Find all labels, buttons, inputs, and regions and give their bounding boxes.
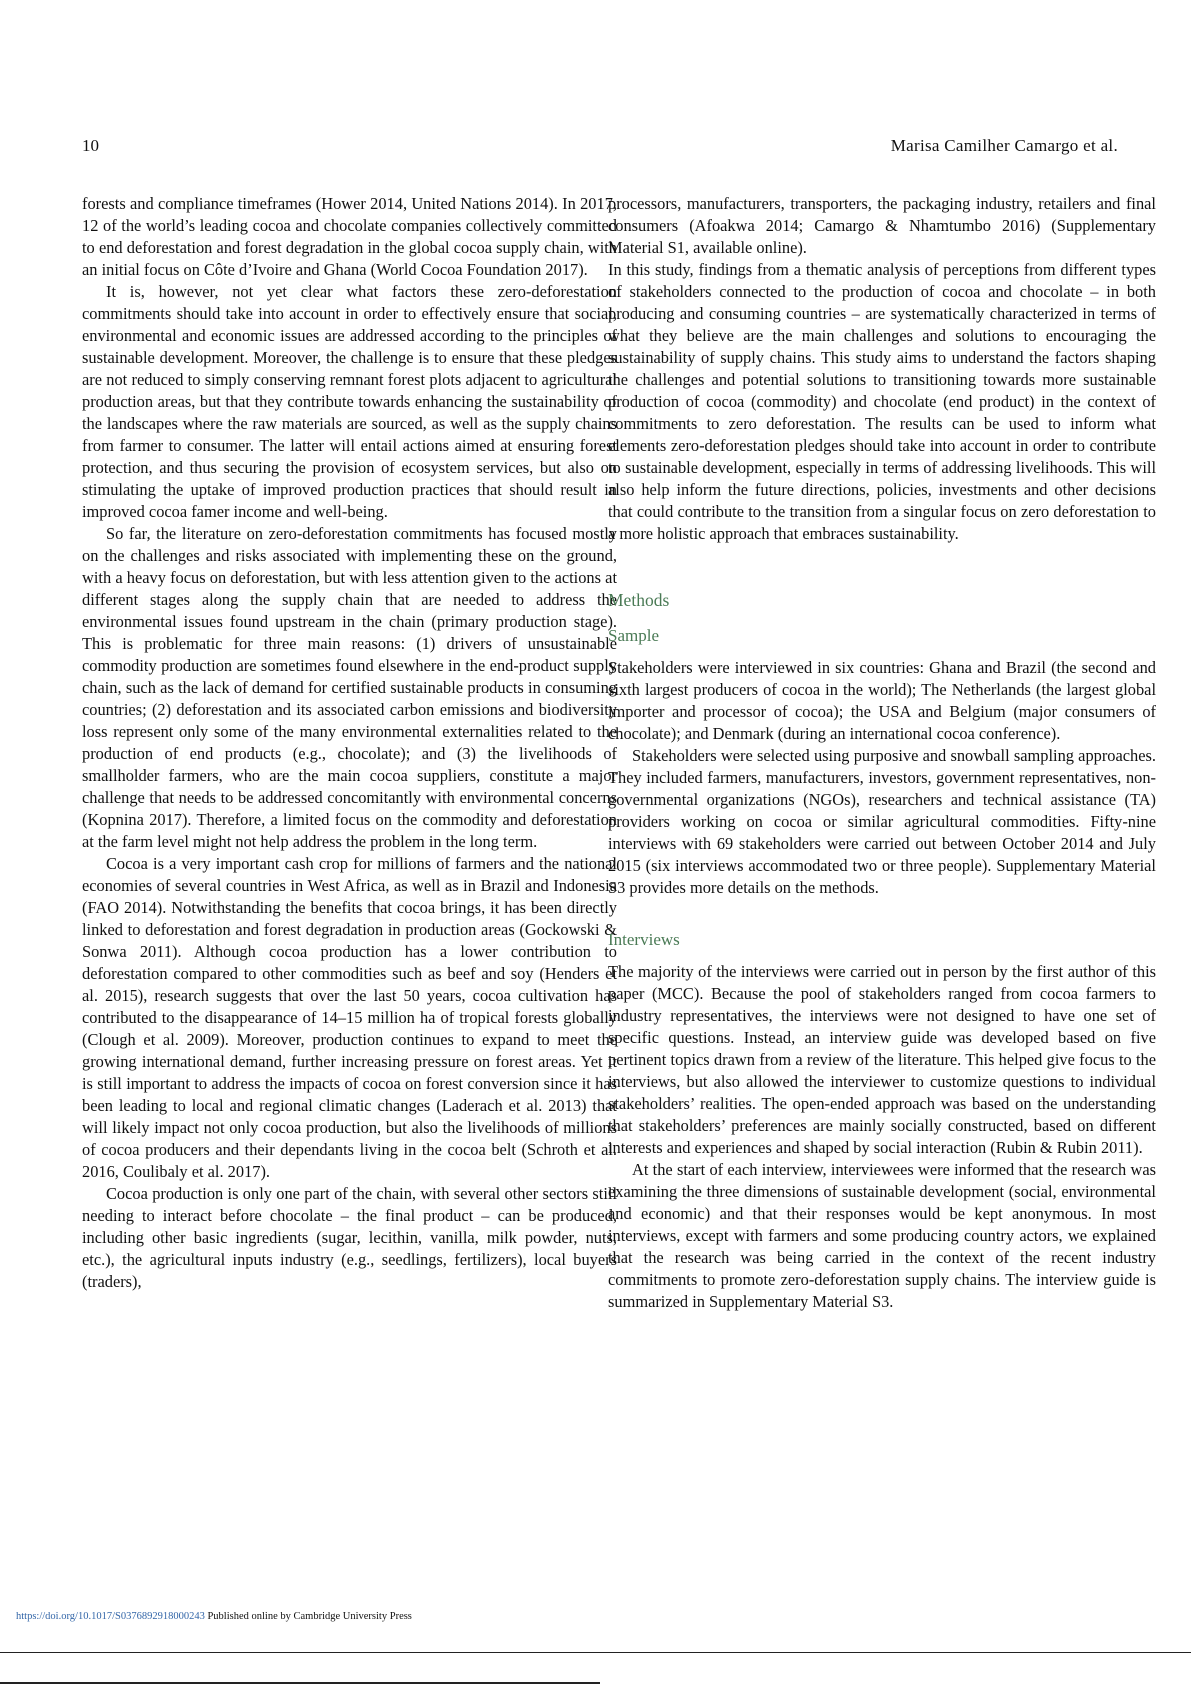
publisher-text: Published online by Cambridge University Press [204, 1611, 412, 1622]
body-paragraph: Stakeholders were selected using purposive and snowball sampling approaches. They included farmers, manufacturers, investors, government representatives, non-governmental organizations (NGOs), researchers and technical assistance (TA) providers working on cocoa or similar agricultural commodities. Fifty-nine interviews with 69 stakeholders were carried out between October 2014 and July 2015 (six interviews accommodated two or three people). Supplementary Material S3 provides more details on the methods. [608, 746, 1156, 897]
subsection-heading-interviews: Interviews [608, 930, 680, 949]
section-heading-methods: Methods [608, 590, 670, 610]
page-bottom-rule [0, 1682, 600, 1684]
body-paragraph: The majority of the interviews were carried out in person by the first author of this paper (MCC). Because the pool of stakeholders ranged from cocoa farmers to industry representatives, the interviews were not designed to have one set of specific questions. Instead, an interview guide was developed based on five pertinent topics drawn from a review of the literature. This helped give focus to the interviews, but also allowed the interviewer to customize questions to individual stakeholders’ realities. The open-ended approach was based on the understanding that stakeholders’ preferences are mainly socially constructed, based on different interests and experiences and shaped by social interaction (Rubin & Rubin 2011). [608, 962, 1156, 1157]
body-paragraph: At the start of each interview, interviewees were informed that the research was examining the three dimensions of sustainable development (social, environmental and economic) and that their responses would be kept anonymous. In most interviews, except with farmers and some producing country actors, we explained that the research was being carried in the context of the recent industry commitments to promote zero-deforestation supply chains. The interview guide is summarized in Supplementary Material S3. [608, 1160, 1156, 1311]
footer [16, 1611, 412, 1622]
page-number: 10 [82, 136, 99, 155]
body-paragraph: forests and compliance timeframes (Hower 2014, United Nations 2014). In 2017, 12 of the world’s leading cocoa and chocolate companies collectively committed to end deforestation and forest degradation in the global cocoa supply chain, with an initial focus on Côte d’Ivoire and Ghana (World Cocoa Foundation 2017). [82, 194, 617, 279]
right-column [608, 193, 1156, 1313]
body-paragraph: It is, however, not yet clear what factors these zero-deforestation commitments should take into account in order to effectively ensure that social, environmental and economic issues are addressed according to the principles of sustainable development. Moreover, the challenge is to ensure that these pledges are not reduced to simply conserving remnant forest plots adjacent to agricultural production areas, but that they contribute towards enhancing the sustainability of the landscapes where the raw materials are sourced, as well as the supply chains from farmer to consumer. The latter will entail actions aimed at ensuring forest protection, and thus securing the provision of ecosystem services, but also on stimulating the uptake of improved production practices that should result in improved cocoa famer income and well-being. [82, 282, 617, 521]
left-column [82, 193, 617, 1293]
body-paragraph: In this study, findings from a thematic analysis of perceptions from different types of stakeholders connected to the production of cocoa and chocolate – in both producing and consuming countries – are systematically characterized in terms of what they believe are the main challenges and solutions to encouraging the sustainability of supply chains. This study aims to understand the factors shaping the challenges and potential solutions to transitioning towards more sustainable production of cocoa (commodity) and chocolate (end product) in the context of commitments to zero deforestation. The results can be used to inform what elements zero-deforestation pledges should take into account in order to contribute to sustainable development, especially in terms of addressing livelihoods. This will also help inform the future directions, policies, investments and other decisions that could contribute to the transition from a singular focus on zero deforestation to a more holistic approach that embraces sustainability. [608, 260, 1156, 543]
body-paragraph: processors, manufacturers, transporters, the packaging industry, retailers and final consumers (Afoakwa 2014; Camargo & Nhamtumbo 2016) (Supplementary Material S1, available online). [608, 194, 1156, 257]
doi-link[interactable]: https://doi.org/10.1017/S0376892918000243 [16, 1611, 205, 1622]
body-paragraph: So far, the literature on zero-deforestation commitments has focused mostly on the challenges and risks associated with implementing these on the ground, with a heavy focus on deforestation, but with less attention given to the actions at different stages along the supply chain that are needed to address the environmental issues found upstream in the chain (primary production stage). This is problematic for three main reasons: (1) drivers of unsustainable commodity production are sometimes found elsewhere in the end-product supply chain, such as the lack of demand for certified sustainable products in consuming countries; (2) deforestation and its associated carbon emissions and biodiversity loss represent only some of the many environmental externalities related to the production of end products (e.g., chocolate); and (3) the livelihoods of smallholder farmers, who are the main cocoa suppliers, constitute a major challenge that needs to be addressed concomitantly with environmental concerns (Kopnina 2017). Therefore, a limited focus on the commodity and deforestation at the farm level might not help address the problem in the long term. [82, 524, 617, 851]
footer-rule [0, 1652, 1191, 1653]
body-paragraph: Cocoa is a very important cash crop for millions of farmers and the national economies of several countries in West Africa, as well as in Brazil and Indonesia (FAO 2014). Notwithstanding the benefits that cocoa brings, it has been directly linked to deforestation and forest degradation in production areas (Gockowski & Sonwa 2011). Although cocoa production has a lower contribution to deforestation compared to other commodities such as beef and soy (Henders et al. 2015), research suggests that over the last 50 years, cocoa cultivation has contributed to the disappearance of 14–15 million ha of tropical forests globally (Clough et al. 2009). Moreover, production continues to expand to meet the growing international demand, further increasing pressure on forest areas. Yet it is still important to address the impacts of cocoa on forest conversion since it has been leading to local and regional climatic changes (Laderach et al. 2013) that will likely impact not only cocoa production, but also the livelihoods of millions of cocoa producers and their dependants living in the cocoa belt (Schroth et al. 2016, Coulibaly et al. 2017). [82, 854, 617, 1181]
body-paragraph: Cocoa production is only one part of the chain, with several other sectors still needing to interact before chocolate – the final product – can be produced, including other basic ingredients (sugar, lecithin, vanilla, milk powder, nuts, etc.), the agricultural inputs industry (e.g., seedlings, fertilizers), local buyers (traders), [82, 1184, 617, 1291]
subsection-heading-sample: Sample [608, 626, 659, 645]
body-paragraph: Stakeholders were interviewed in six countries: Ghana and Brazil (the second and sixth largest producers of cocoa in the world); The Netherlands (the largest global importer and processor of cocoa); the USA and Belgium (major consumers of chocolate); and Denmark (during an international cocoa conference). [608, 658, 1156, 743]
running-head: Marisa Camilher Camargo et al. [890, 136, 1118, 155]
